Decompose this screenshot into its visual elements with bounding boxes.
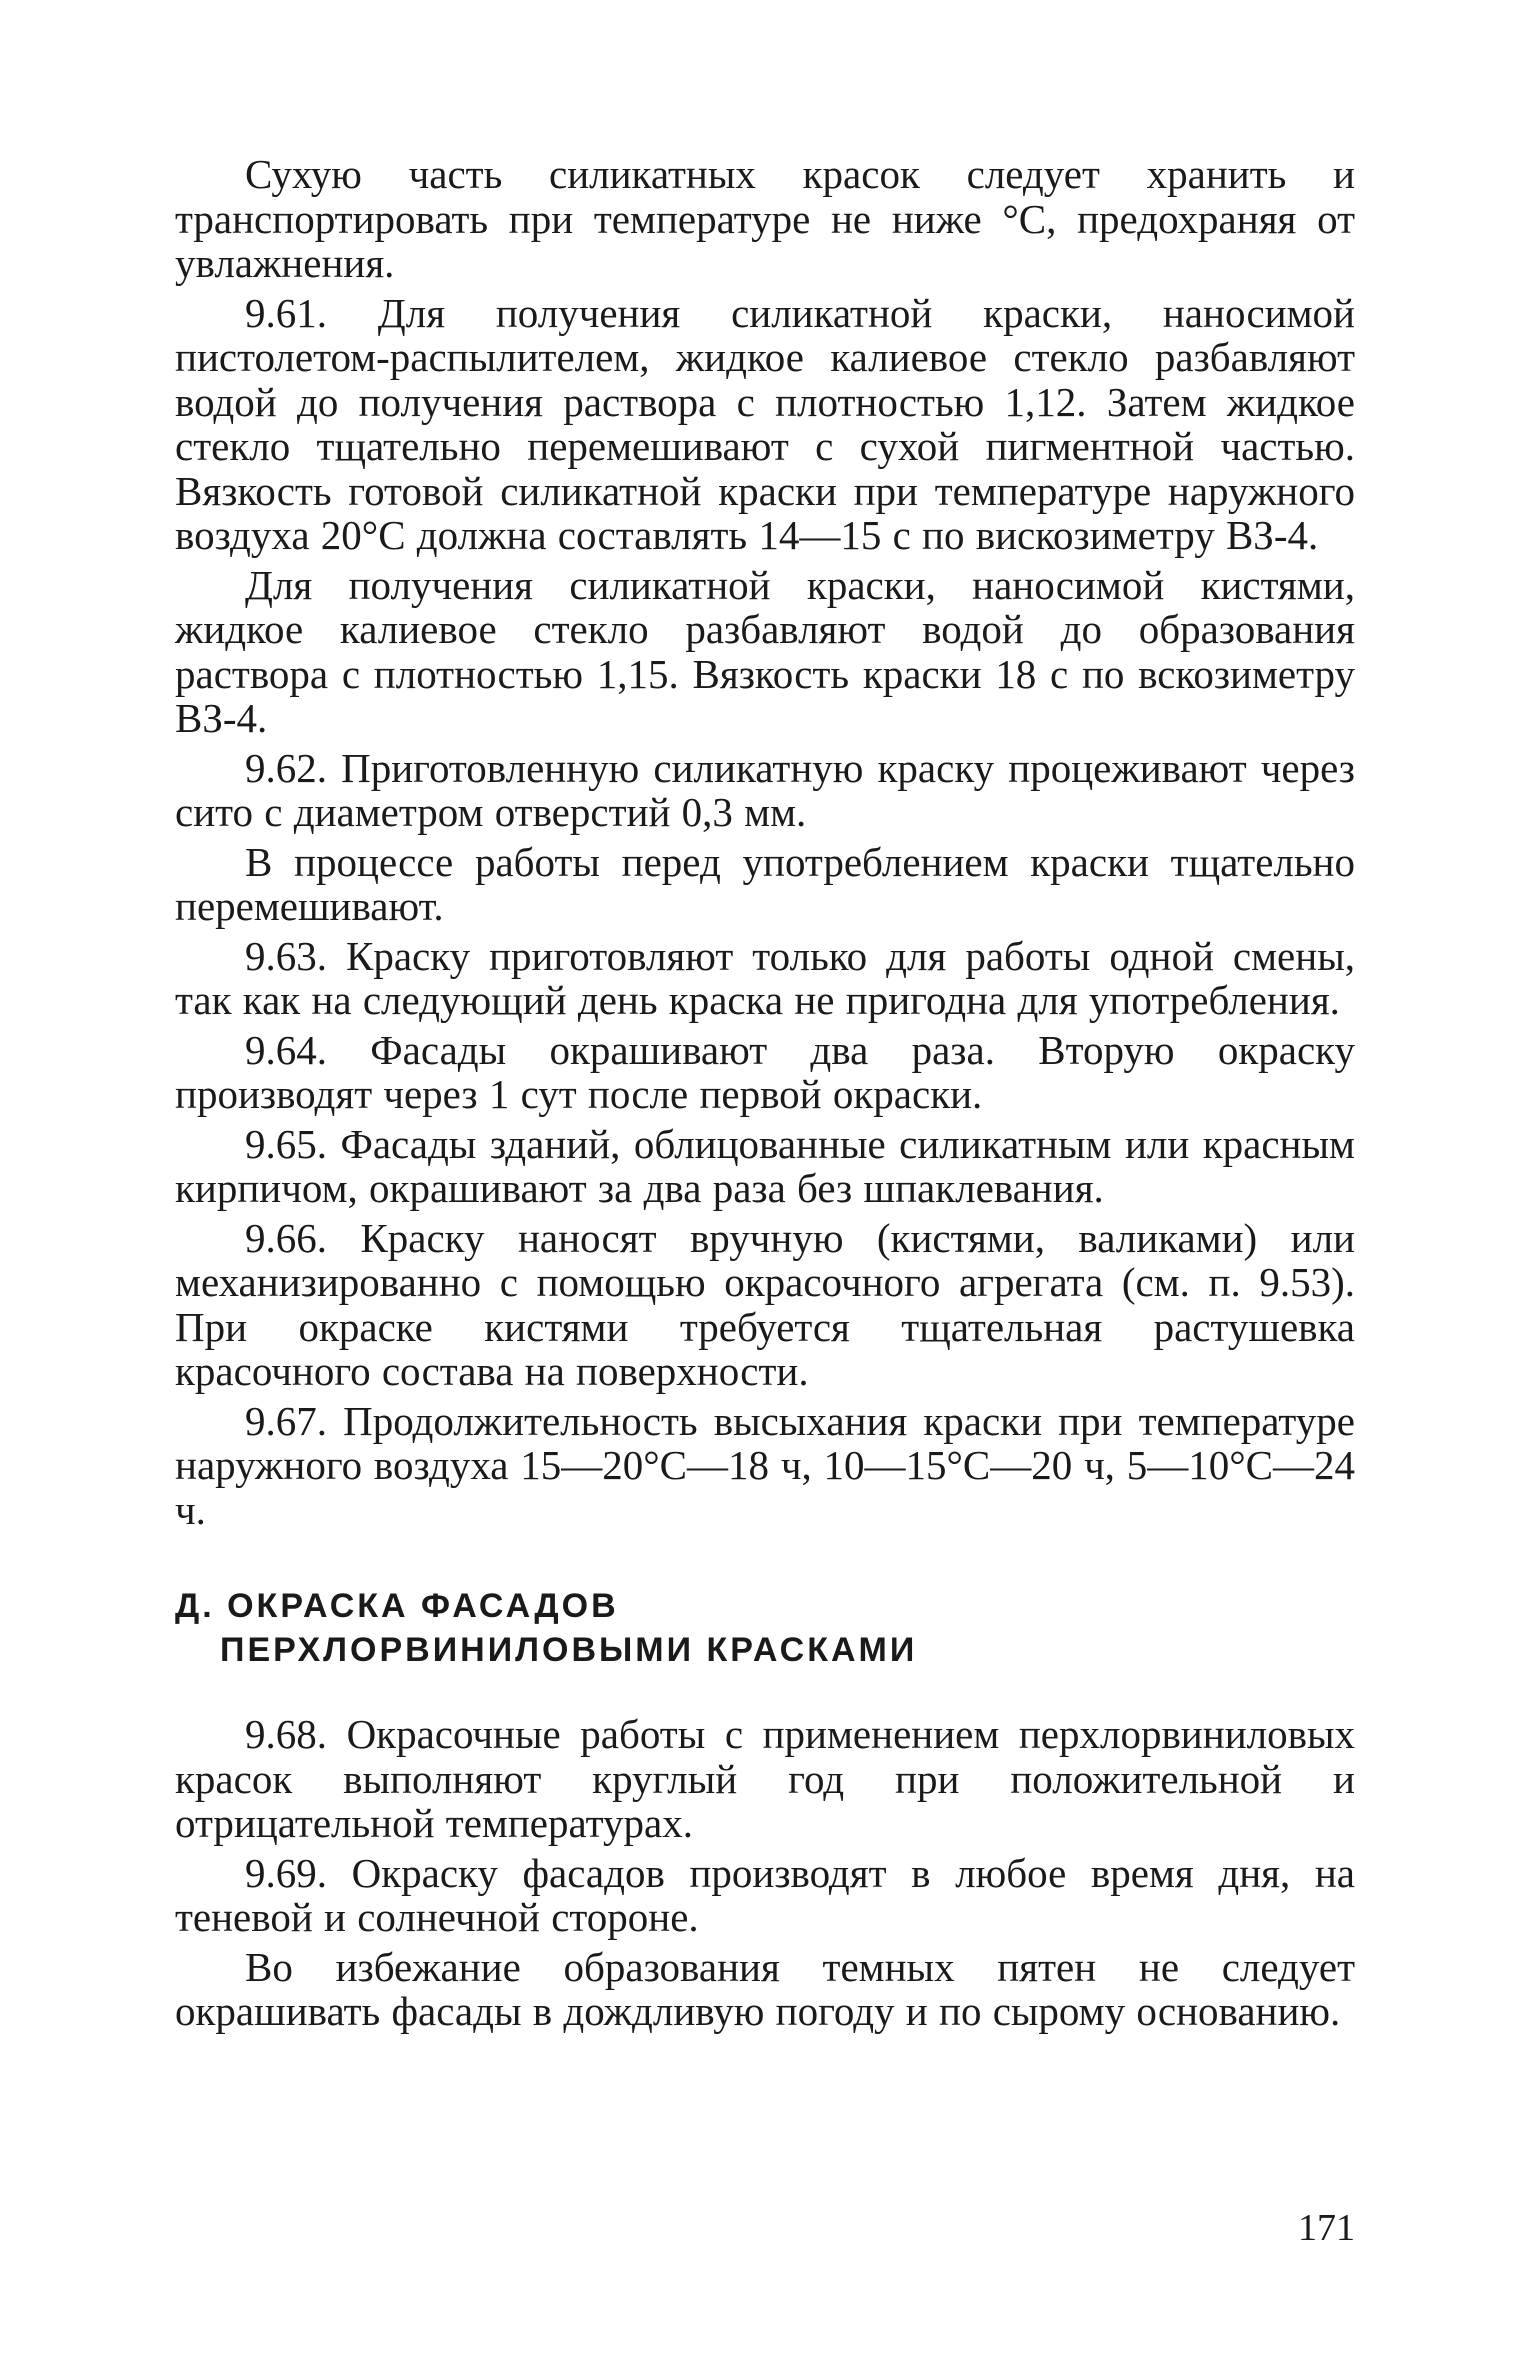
page-number: 171	[1298, 2207, 1355, 2249]
paragraph-9-63: 9.63. Краску приготовляют только для работы одной смены, так как на следующий день краска не пригодна для употребления.	[175, 932, 1355, 1023]
paragraph-9-67: 9.67. Продолжительность высыхания краски при температуре наружного воздуха 15—20°С—18 ч, 10—15°С—20 ч, 5—10°С—24 ч.	[175, 1397, 1355, 1533]
paragraph-9-61: 9.61. Для получения силикатной краски, наносимой пистолетом-распылителем, жидкое калиевое стекло разбавляют водой до получения раствора с плотностью 1,12. Затем жидкое стекло тщательно перемешивают с сухой пигментной частью. Вязкость готовой силикатной краски при температуре наружного воздуха 20°С должна составлять 14—15 с по вискозиметру ВЗ-4.	[175, 289, 1355, 558]
text-block	[175, 152, 1355, 2039]
paragraph-9-68: 9.68. Окрасочные работы с применением перхлорвиниловых красок выполняют круглый год при положительной и отрицательной температурах.	[175, 1711, 1355, 1846]
section-heading-line2: ПЕРХЛОРВИНИЛОВЫМИ КРАСКАМИ	[220, 1631, 918, 1669]
section-heading	[175, 1584, 1355, 1672]
paragraph-dark-spots: Во избежание образования темных пятен не следует окрашивать фасады в дождливую погоду и по сырому основанию.	[175, 1943, 1355, 2034]
paragraph-9-66: 9.66. Краску наносят вручную (кистями, валиками) или механизированно с помощью окрасочного агрегата (см. п. 9.53). При окраске кистями требуется тщательная растушевка красочного состава на поверхности.	[175, 1214, 1355, 1394]
paragraph-9-62: 9.62. Приготовленную силикатную краску процеживают через сито с диаметром отверстий 0,3 мм.	[175, 744, 1355, 835]
paragraph-9-69: 9.69. Окраску фасадов производят в любое время дня, на теневой и солнечной стороне.	[175, 1849, 1355, 1940]
paragraph-dry-storage: Сухую часть силикатных красок следует хранить и транспортировать при температуре не ниже °С, предохраняя от увлажнения.	[175, 151, 1355, 286]
section-heading-line1: Д. ОКРАСКА ФАСАДОВ	[175, 1587, 619, 1625]
paragraph-9-65: 9.65. Фасады зданий, облицованные силикатным или красным кирпичом, окрашивают за два раза без шпаклевания.	[175, 1120, 1355, 1211]
paragraph-mixing: В процессе работы перед употреблением краски тщательно перемешивают.	[175, 838, 1355, 929]
paragraph-brush-paint: Для получения силикатной краски, наносимой кистями, жидкое калиевое стекло разбавляют водой до образования раствора с плотностью 1,15. Вязкость краски 18 с по вскозиметру ВЗ-4.	[175, 561, 1355, 741]
paragraph-9-64: 9.64. Фасады окрашивают два раза. Вторую окраску производят через 1 сут после первой окраски.	[175, 1026, 1355, 1117]
